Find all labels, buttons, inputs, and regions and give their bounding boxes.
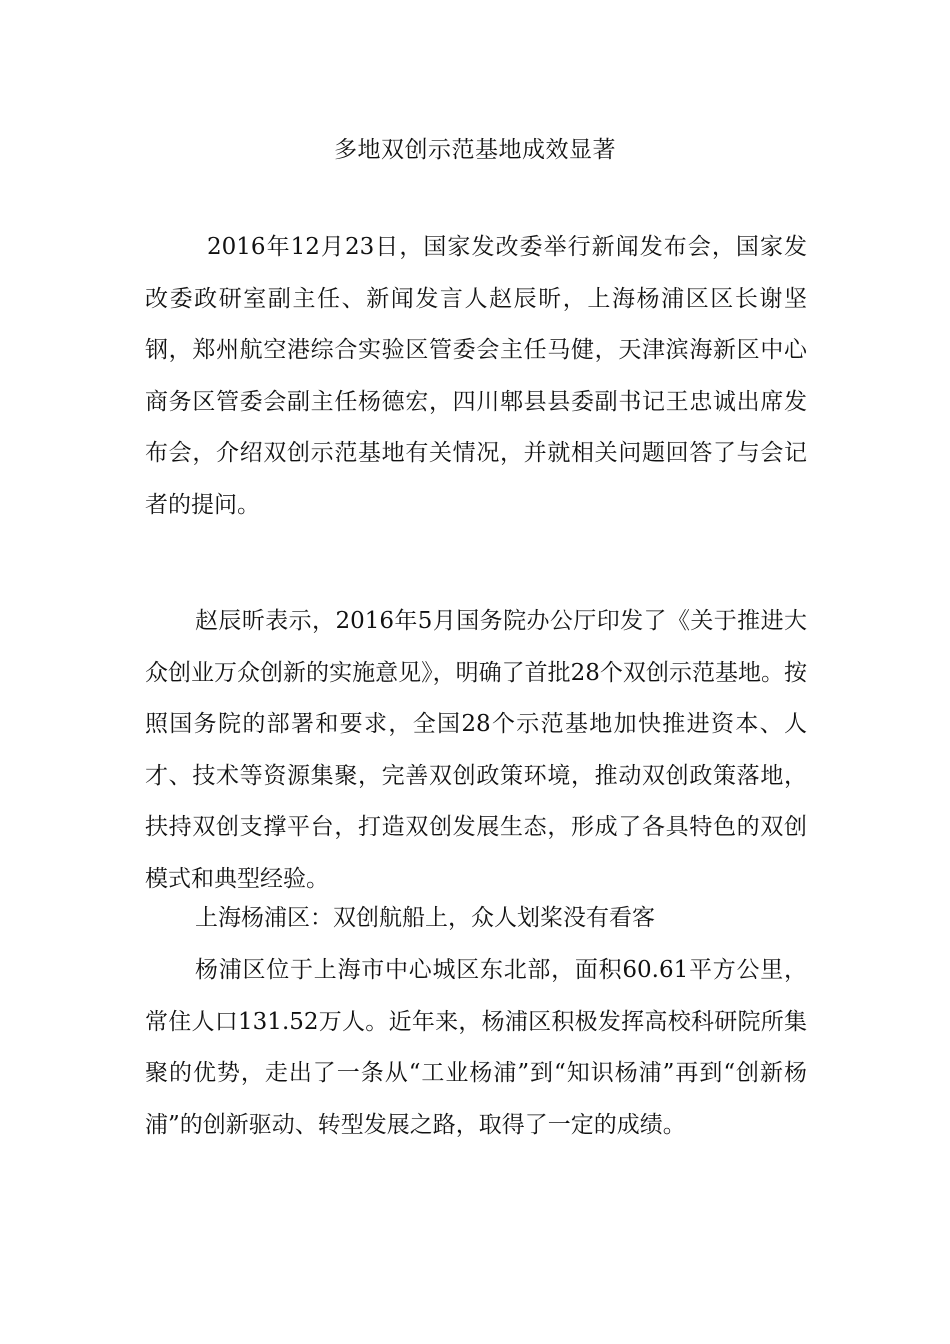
paragraph-press-conference: 2016年12月23日，国家发改委举行新闻发布会，国家发改委政研室副主任、新闻发言人赵辰昕，上海杨浦区区长谢坚钢，郑州航空港综合实验区管委会主任马健，天津滨海新区中心商务区管委会副主任杨德宏，四川郫县县委副书记王忠诚出席发布会，介绍双创示范基地有关情况，并就相关问题回答了与会记者的提问。	[145, 234, 807, 518]
section-heading-yangpu: 上海杨浦区：双创航船上，众人划桨没有看客	[195, 905, 655, 931]
document-title: 多地双创示范基地成效显著	[334, 137, 616, 163]
paragraph-zhao-statement: 赵辰昕表示，2016年5月国务院办公厅印发了《关于推进大众创业万众创新的实施意见》，明确了首批28个双创示范基地。按照国务院的部署和要求，全国28个示范基地加快推进资本、人才、技术等资源集聚，完善双创政策环境，推动双创政策落地，扶持双创支撑平台，打造双创发展生态，形成了各具特色的双创模式和典型经验。	[145, 608, 807, 892]
paragraph-yangpu-overview: 杨浦区位于上海市中心城区东北部，面积60.61平方公里，常住人口131.52万人。近年来，杨浦区积极发挥高校科研院所集聚的优势，走出了一条从“工业杨浦”到“知识杨浦”再到“创新杨浦”的创新驱动、转型发展之路，取得了一定的成绩。	[145, 957, 807, 1138]
